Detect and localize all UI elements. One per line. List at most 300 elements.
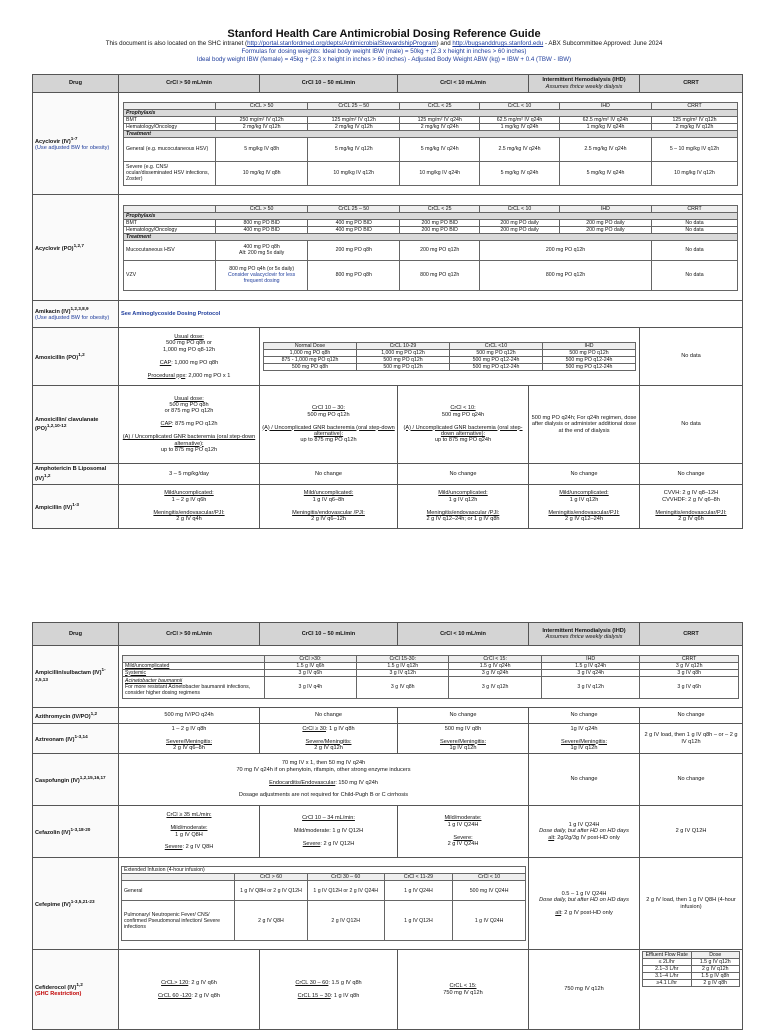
cell-text: 800 mg PO q4h (or 5x daily) bbox=[229, 266, 295, 272]
cell: No change bbox=[398, 464, 529, 485]
cell: 500 mg IV/PO q24h bbox=[119, 708, 260, 724]
sub-row bbox=[122, 867, 526, 874]
cell-text: Severe: bbox=[453, 834, 473, 841]
cell bbox=[122, 874, 235, 881]
cell: 10 mg/kg IV q8h bbox=[216, 161, 308, 185]
row-acyclovir-po bbox=[33, 195, 743, 301]
cell: 125 mg/m² IV q12h bbox=[308, 116, 400, 123]
drug-cell bbox=[33, 301, 119, 328]
cell: 5 mg/kg IV q24h bbox=[559, 161, 651, 185]
ihd-label: Intermittent Hemodialysis (IHD) bbox=[542, 627, 626, 634]
cell: 500 mg PO q12-24h bbox=[450, 357, 543, 364]
cell: 125 mg/m² IV q12h bbox=[652, 116, 738, 123]
nested-cell bbox=[119, 93, 743, 195]
sub-row bbox=[122, 881, 526, 901]
cell: 3 g IV q12h bbox=[449, 676, 541, 698]
cell: Effluent Flow Rate bbox=[643, 952, 692, 959]
cell: 200 mg PO q12h bbox=[400, 240, 480, 260]
cell: 2.5 mg/kg IV q24h bbox=[480, 137, 560, 161]
cell-text: CrCL 60 -120 bbox=[158, 992, 192, 999]
ref-sup: 1,2 bbox=[78, 351, 85, 357]
cell: 3 g IV q12h bbox=[640, 662, 739, 669]
cell: 1,000 mg PO q12h bbox=[357, 350, 450, 357]
cell bbox=[398, 724, 529, 754]
cell: CrCl < 11-29 bbox=[384, 874, 453, 881]
sub-row bbox=[643, 959, 740, 966]
drug-name: Acyclovir (PO) bbox=[35, 245, 74, 252]
cell: 5 mg/kg IV q12h bbox=[308, 137, 400, 161]
sub-row bbox=[643, 973, 740, 980]
cell-text: : 150 mg IV q24h bbox=[335, 779, 378, 786]
cell-text: 500 mg PO q8h or bbox=[166, 340, 212, 347]
sub-row bbox=[124, 116, 738, 123]
nested-cell bbox=[260, 328, 640, 386]
row-aztreonam bbox=[33, 724, 743, 754]
cell-text: Mild/moderate: 1 g IV Q12H bbox=[293, 828, 364, 835]
cell: 3 g IV q6h bbox=[640, 676, 739, 698]
cell: CrCL > 50 bbox=[216, 102, 308, 109]
cell-text: (A) / Uncomplicated GNR bacteremia (oral step-down alternative): bbox=[262, 424, 395, 437]
cell: CrCl 15-30: bbox=[357, 655, 449, 662]
cell-text: Meningitis/endovascular/PJI: bbox=[655, 509, 727, 516]
cell: CrCL <10 bbox=[450, 343, 543, 350]
cell: 5 mg/kg IV q8h bbox=[216, 137, 308, 161]
sub-header bbox=[122, 874, 526, 881]
sub-row bbox=[124, 161, 738, 185]
cell-text: Mild/uncomplicated: bbox=[164, 490, 214, 497]
cell: 200 mg PO q8h bbox=[308, 240, 400, 260]
ref-sup: 1-3 bbox=[72, 501, 80, 507]
drug-name: Acyclovir (IV) bbox=[35, 138, 71, 145]
sub-row bbox=[122, 901, 526, 941]
cell-text: 2 g IV q4h bbox=[176, 516, 202, 523]
ref-sup: 1,2 bbox=[76, 981, 83, 987]
cell-text: 1g IV q12h bbox=[449, 744, 477, 751]
cell: No change bbox=[640, 754, 743, 806]
cell: 2 mg/kg IV q12h bbox=[652, 123, 738, 130]
cell: 875 - 1,000 mg PO q12h bbox=[264, 357, 357, 364]
cell: CrCL < 10 bbox=[480, 205, 560, 212]
cell bbox=[119, 386, 260, 464]
row-amp-sulbactam bbox=[33, 646, 743, 708]
cell-text: 2 g IV q6h bbox=[678, 516, 704, 523]
cell: 10 mg/kg IV q24h bbox=[400, 161, 480, 185]
drug-name: Amoxicillin (PO) bbox=[35, 354, 79, 361]
ref-sup: 1-3,5,13 bbox=[35, 667, 106, 682]
sub-row bbox=[264, 350, 636, 357]
cell-text: CrCL < 15: bbox=[449, 983, 477, 990]
cell-text: 2 g IV q6–12h bbox=[311, 516, 346, 523]
cell: 500 mg PO q12h bbox=[543, 350, 636, 357]
cell-text: CrCL 15 – 30 bbox=[297, 992, 331, 999]
drug-cell bbox=[33, 464, 119, 485]
row-caspofungin bbox=[33, 754, 743, 806]
cell-text: 1 – 2 g IV q6h bbox=[171, 496, 207, 503]
cell-text: Mild/moderate: bbox=[444, 815, 482, 822]
cell: General bbox=[122, 881, 235, 901]
cell-text: Meningitis/endovascular /PJI: bbox=[426, 509, 500, 516]
ref-sup: 1,2,7 bbox=[73, 242, 84, 248]
cell-text: Mild/uncomplicated: bbox=[303, 490, 354, 497]
section-label: Treatment bbox=[124, 130, 738, 137]
cell: 10 mg/kg IV q12h bbox=[652, 161, 738, 185]
cell: 500 mg PO q12h bbox=[357, 364, 450, 371]
cell bbox=[119, 950, 260, 1030]
aminoglycoside-protocol-link[interactable]: See Aminoglycoside Dosing Protocol bbox=[119, 301, 743, 328]
cell-text: : 2 g IV Q8H bbox=[182, 844, 214, 851]
row-azithromycin bbox=[33, 708, 743, 724]
cell-text: Meningitis/endovascular /PJI: bbox=[292, 509, 365, 516]
cell-text: 500 mg PO q8h bbox=[169, 402, 209, 409]
section-row bbox=[124, 130, 738, 137]
amp-sulbactam-subtable bbox=[122, 655, 739, 699]
nested-cell bbox=[119, 646, 743, 708]
drug-name: Cefazolin (IV) bbox=[35, 829, 71, 836]
sub-row bbox=[123, 662, 739, 669]
cell: CRRT bbox=[652, 205, 738, 212]
cell: No data bbox=[652, 226, 738, 233]
cell: 1 g IV Q12H bbox=[384, 901, 453, 941]
cell: ≥4.1 L/hr bbox=[643, 980, 692, 987]
cell-text: Procedural ppx bbox=[147, 372, 186, 379]
cell: 500 mg PO q8h bbox=[264, 364, 357, 371]
cell-text: Endocarditis/Endovascular bbox=[269, 779, 336, 786]
cell-text: : 1.5 g IV q8h bbox=[328, 979, 362, 986]
cell-text: 400 mg PO q8h bbox=[243, 244, 280, 250]
header-line-2: Formulas for dosing weights: Ideal body weight IBW (male) = 50kg + (2.3 x height in inches > 60 inches) bbox=[241, 48, 527, 55]
cell: 200 mg PO daily bbox=[559, 226, 651, 233]
cell: No change bbox=[260, 708, 398, 724]
cell: 500 mg PO q12h bbox=[357, 357, 450, 364]
cell-text: (A) / Uncomplicated GNR bacteremia (oral step-down alternative): bbox=[403, 424, 523, 437]
intranet-link[interactable]: http://portal.stanfordmed.org/depts/AntimicrobialStewardshipProgram bbox=[247, 40, 437, 47]
cell: 3 g IV q8h bbox=[640, 669, 739, 676]
cell bbox=[260, 950, 398, 1030]
cell-text: 1 g IV q12h bbox=[448, 496, 478, 503]
cell-text: Dosage adjustments are not required for Child-Pugh B or C cirrhosis bbox=[238, 792, 409, 799]
sub-row bbox=[643, 966, 740, 973]
col-ihd bbox=[529, 75, 640, 93]
drug-cell bbox=[33, 93, 119, 195]
cell-text: CrCL> 120 bbox=[161, 979, 189, 986]
cell-text: 1g IV q24h bbox=[570, 725, 598, 732]
cell-text: 0.5 – 1 g IV Q24H bbox=[561, 890, 607, 897]
ref-sup: 1-7 bbox=[70, 135, 78, 141]
cell: 1.5 g IV q8h bbox=[691, 973, 740, 980]
cell: CrCL < 25 bbox=[400, 205, 480, 212]
drug-cell bbox=[33, 386, 119, 464]
section-row bbox=[124, 233, 738, 240]
cell: 1 g IV Q24H bbox=[453, 901, 526, 941]
header-line-1 bbox=[0, 40, 768, 48]
cell: No data bbox=[652, 219, 738, 226]
sub-header bbox=[124, 102, 738, 109]
header-text: This document is also located on the SHC intranet ( bbox=[105, 40, 248, 47]
cell: 2 mg/kg IV q12h bbox=[216, 123, 308, 130]
cell: CrCL > 50 bbox=[216, 205, 308, 212]
bugsanddrugs-link[interactable]: http://bugsanddrugs.stanford.edu bbox=[452, 40, 544, 47]
section-label: Prophylaxis bbox=[124, 212, 738, 219]
col-drug: Drug bbox=[33, 75, 119, 93]
sub-row bbox=[264, 364, 636, 371]
sub-row bbox=[124, 260, 738, 290]
cell bbox=[124, 205, 216, 212]
amoxicillin-subtable bbox=[263, 342, 636, 371]
cell bbox=[260, 806, 398, 858]
cell: 1.5 g IV q12h bbox=[691, 959, 740, 966]
cell-text: : 2,000 mg PO x 1 bbox=[185, 372, 231, 379]
cell: IHD bbox=[559, 205, 651, 212]
cell: CrCl < 15: bbox=[449, 655, 541, 662]
cell-text: 70 mg IV x 1, then 50 mg IV q24h bbox=[281, 760, 366, 767]
cell: 2 g IV Q12H bbox=[640, 806, 743, 858]
cell: BMT bbox=[124, 219, 216, 226]
cell bbox=[119, 328, 260, 386]
acyclovir-po-subtable bbox=[123, 205, 738, 291]
cell bbox=[398, 485, 529, 529]
cell: IHD bbox=[541, 655, 640, 662]
cell: 1.5 g IV q24h bbox=[541, 662, 640, 669]
col-crcl-gt50: CrCl > 50 mL/min bbox=[119, 623, 260, 646]
document-header bbox=[0, 28, 768, 64]
drug-name: Ampicillin/sulbactam (IV) bbox=[35, 670, 102, 677]
row-amphotericin bbox=[33, 464, 743, 485]
cell: 400 mg PO BID bbox=[308, 219, 400, 226]
cell: 500 mg PO q24h; For q24h regimen, dose after dialysis or administer additional dose at the end of dialysis bbox=[529, 386, 640, 464]
sub-header bbox=[643, 952, 740, 959]
cell: 5 mg/kg IV q24h bbox=[480, 161, 560, 185]
cell: 1 g IV Q8H or 2 g IV Q12H bbox=[235, 881, 308, 901]
ref-sup: 1,2 bbox=[90, 710, 98, 716]
cell bbox=[123, 676, 265, 698]
cell: 3 g IV q24h bbox=[449, 669, 541, 676]
cell-text: CVVH: 2 g IV q8–12H bbox=[663, 490, 719, 497]
col-crcl-10-50: CrCl 10 – 50 mL/min bbox=[260, 75, 398, 93]
header-line-3: Ideal body weight IBW (female) = 45kg + (2.3 x height in inches > 60 inches) - Adjusted Body Weight ABW (kg) = IBW + 0.4 (TBW - IBW) bbox=[196, 56, 572, 63]
cell-text: 1 g IV q12h bbox=[569, 496, 599, 503]
cell: Normal Dose bbox=[264, 343, 357, 350]
cell-text: 1 g IV q6–8h bbox=[312, 496, 345, 503]
cell: 2 g IV q8h bbox=[691, 980, 740, 987]
cell: 3 g IV q4h bbox=[264, 676, 356, 698]
cell-text: 500 mg PO q12h bbox=[307, 411, 350, 418]
cell: 10 mg/kg IV q12h bbox=[308, 161, 400, 185]
cell: Severe (e.g. CNS/ ocular/disseminated HSV infections, Zoster) bbox=[124, 161, 216, 185]
cell: CrCl >30: bbox=[264, 655, 356, 662]
cell-text: Severe bbox=[302, 841, 321, 848]
ihd-label: Intermittent Hemodialysis (IHD) bbox=[542, 77, 626, 84]
cell bbox=[529, 485, 640, 529]
cell: 2 g IV load, then 1 g IV q8h – or – 2 g IV q12h bbox=[640, 724, 743, 754]
cell: 3 g IV q8h bbox=[357, 676, 449, 698]
cell: 1 mg/kg IV q24h bbox=[559, 123, 651, 130]
cell-text: : 2 g IV post-HD only bbox=[561, 909, 613, 916]
cell-text: 1g IV q12h bbox=[570, 744, 598, 751]
cell: 200 mg PO daily bbox=[480, 219, 560, 226]
cell: No change bbox=[640, 464, 743, 485]
cell: 2 mg/kg IV q24h bbox=[400, 123, 480, 130]
cell: 2.1–3 L/hr bbox=[643, 966, 692, 973]
col-crcl-lt10: CrCl < 10 mL/min bbox=[398, 623, 529, 646]
cell: CRRT bbox=[640, 655, 739, 662]
cell: General (e.g. mucocutaneous HSV) bbox=[124, 137, 216, 161]
cell: CrCL 25 – 50 bbox=[308, 102, 400, 109]
drug-cell bbox=[33, 950, 119, 1030]
cell: CRRT bbox=[652, 102, 738, 109]
cell-text: : 2 g IV Q12H bbox=[320, 841, 355, 848]
cell: 3.1–4 L/hr bbox=[643, 973, 692, 980]
document-title: Stanford Health Care Antimicrobial Dosing Reference Guide bbox=[227, 28, 541, 40]
drug-cell bbox=[33, 708, 119, 724]
cell: 500 mg PO q12-24h bbox=[543, 364, 636, 371]
sub-row bbox=[123, 676, 739, 698]
cell-text: Severe/Meningitis: bbox=[439, 738, 486, 745]
col-crcl-10-50: CrCl 10 – 50 mL/min bbox=[260, 623, 398, 646]
cell-text: Severe/Meningitis: bbox=[560, 738, 607, 745]
cell: 2 g IV load, then 1 g IV Q8H (4-hour infusion) bbox=[640, 858, 743, 950]
col-drug: Drug bbox=[33, 623, 119, 646]
cell bbox=[260, 485, 398, 529]
cell: ≤ 2L/hr bbox=[643, 959, 692, 966]
row-ampicillin bbox=[33, 485, 743, 529]
row-amox-clav bbox=[33, 386, 743, 464]
cell: Mild/uncomplicated bbox=[123, 662, 265, 669]
cell: CrCl < 10 bbox=[453, 874, 526, 881]
cell: CrCL < 25 bbox=[400, 102, 480, 109]
cell-text: 1 g IV Q24H bbox=[568, 821, 600, 828]
cell-text: Usual dose: bbox=[174, 334, 204, 341]
cell bbox=[119, 485, 260, 529]
col-crcl-lt10: CrCl < 10 mL/min bbox=[398, 75, 529, 93]
row-cefepime bbox=[33, 858, 743, 950]
cell: 200 mg PO q12h bbox=[480, 240, 652, 260]
cell: No change bbox=[529, 754, 640, 806]
cell: 400 mg PO BID bbox=[216, 226, 308, 233]
drug-note: (Use adjusted BW for obesity) bbox=[35, 315, 110, 322]
cell-text: 1 g IV Q8H bbox=[175, 831, 203, 838]
section-row bbox=[124, 109, 738, 116]
cell-text: 70 mg IV q24h if on phenytoin, rifampin, other strong enzyme inducers bbox=[236, 766, 411, 773]
cell-text: up to 875 mg PO q12h bbox=[160, 446, 218, 453]
cell bbox=[119, 806, 260, 858]
cell: 3 g IV q24h bbox=[541, 669, 640, 676]
cell: Dose bbox=[691, 952, 740, 959]
drug-name: Ampicillin (IV) bbox=[35, 504, 73, 511]
cell: No change bbox=[640, 708, 743, 724]
cell-text: or 875 mg PO q12h bbox=[164, 408, 214, 415]
cell: 1,000 mg PO q8h bbox=[264, 350, 357, 357]
cell: 62.5 mg/m² IV q24h bbox=[480, 116, 560, 123]
ref-sup: 1,2,10-12 bbox=[46, 423, 67, 429]
cell: BMT bbox=[124, 116, 216, 123]
cell-text: Severe/Meningitis: bbox=[165, 738, 212, 745]
cell-text: CAP bbox=[159, 359, 172, 366]
sub-header bbox=[123, 655, 739, 662]
cell-text: : 1 g IV q8h bbox=[330, 992, 360, 999]
cell-text: 1,000 mg PO q8-12h bbox=[163, 346, 215, 353]
cell: 800 mg PO BID bbox=[216, 219, 308, 226]
ihd-note: Assumes thrice weekly dialysis bbox=[545, 634, 623, 640]
row-cefazolin bbox=[33, 806, 743, 858]
cell: Systemic bbox=[123, 669, 265, 676]
cell: 200 mg PO BID bbox=[400, 226, 480, 233]
nested-cell bbox=[119, 858, 529, 950]
cell-text: CVVHDF: 2 g IV q6–8h bbox=[662, 496, 720, 503]
cell: No data bbox=[652, 260, 738, 290]
nested-cell bbox=[119, 195, 743, 301]
cell bbox=[640, 485, 743, 529]
cell-text: 500 mg IV q8h bbox=[444, 725, 482, 732]
cell: 2 mg/kg IV q12h bbox=[308, 123, 400, 130]
cell bbox=[260, 386, 398, 464]
cell: 1 g IV Q24H bbox=[384, 881, 453, 901]
cell-text: Meningitis/endovascular/PJI: bbox=[548, 509, 620, 516]
cell-text: 750 mg IV q12h bbox=[443, 989, 483, 996]
ref-sup: 1,2 bbox=[44, 472, 51, 478]
cell-text: Usual dose: bbox=[174, 395, 204, 402]
cell: 2 g IV Q12H bbox=[307, 901, 384, 941]
table-header-row bbox=[33, 75, 743, 93]
header-text: - ABX Subcommittee Approved: June 2024 bbox=[543, 40, 663, 47]
cell bbox=[216, 240, 308, 260]
sub-row bbox=[124, 219, 738, 226]
cell: Extended Infusion (4-hour infusion) bbox=[122, 867, 526, 874]
cell-text: 500 mg PO q24h bbox=[441, 411, 485, 418]
cell bbox=[124, 102, 216, 109]
drug-cell bbox=[33, 754, 119, 806]
cell: No change bbox=[398, 708, 529, 724]
col-crcl-gt50: CrCl > 50 mL/min bbox=[119, 75, 260, 93]
sub-row bbox=[123, 669, 739, 676]
cell-text: CrCl 10 – 34 mL/min: bbox=[302, 815, 355, 822]
ref-sup: 1-3,18-20 bbox=[70, 826, 91, 832]
cell-text: Severe bbox=[164, 844, 183, 851]
cell bbox=[260, 724, 398, 754]
cell-text: CrCl < 10: bbox=[450, 405, 476, 412]
cell: 1.5 g IV q12h bbox=[357, 662, 449, 669]
cell: 800 mg PO q8h bbox=[308, 260, 400, 290]
cell-text: Mild/uncomplicated: bbox=[438, 490, 488, 497]
cell: 3 – 5 mg/kg/day bbox=[119, 464, 260, 485]
cell: No change bbox=[529, 464, 640, 485]
row-amoxicillin bbox=[33, 328, 743, 386]
cell-text: Acinetobacter baumannii bbox=[125, 678, 183, 684]
restriction-label: (SHC Restriction) bbox=[35, 990, 82, 997]
drug-name: Amoxicillin/ clavulanate (PO) bbox=[35, 416, 99, 432]
cell: No change bbox=[260, 464, 398, 485]
cell-text: Mild/uncomplicated: bbox=[559, 490, 609, 497]
cell-text: : 2g/2g/3g IV post-HD only bbox=[554, 834, 620, 841]
dosing-table-1 bbox=[32, 74, 743, 529]
cell: 1 mg/kg IV q24h bbox=[480, 123, 560, 130]
section-label: Treatment bbox=[124, 233, 738, 240]
cell: 500 mg PO q12h bbox=[450, 350, 543, 357]
row-acyclovir-iv bbox=[33, 93, 743, 195]
cell: 1 g IV Q12H or 2 g IV Q24H bbox=[307, 881, 384, 901]
cell: Pulmonary/ Neutropenic Fever/ CNS/ confirmed Pseudomonal infection/ Severe infections bbox=[122, 901, 235, 941]
drug-name: Cefepime (IV) bbox=[35, 901, 71, 908]
drug-cell bbox=[33, 858, 119, 950]
drug-name: Aztreonam (IV) bbox=[35, 736, 75, 743]
cell-text: : 875 mg PO q12h bbox=[172, 421, 218, 428]
ref-sup: 1,2,3,8,9 bbox=[70, 306, 89, 312]
cell-text: CAP bbox=[160, 421, 173, 428]
cell: 500 mg PO q12-24h bbox=[543, 357, 636, 364]
sub-row bbox=[124, 240, 738, 260]
cell-text: 2 g IV q12–24h; or 1 g IV q8h bbox=[426, 516, 500, 523]
sub-header bbox=[264, 343, 636, 350]
cell-text: Alt: 200 mg 5x daily bbox=[239, 250, 285, 256]
